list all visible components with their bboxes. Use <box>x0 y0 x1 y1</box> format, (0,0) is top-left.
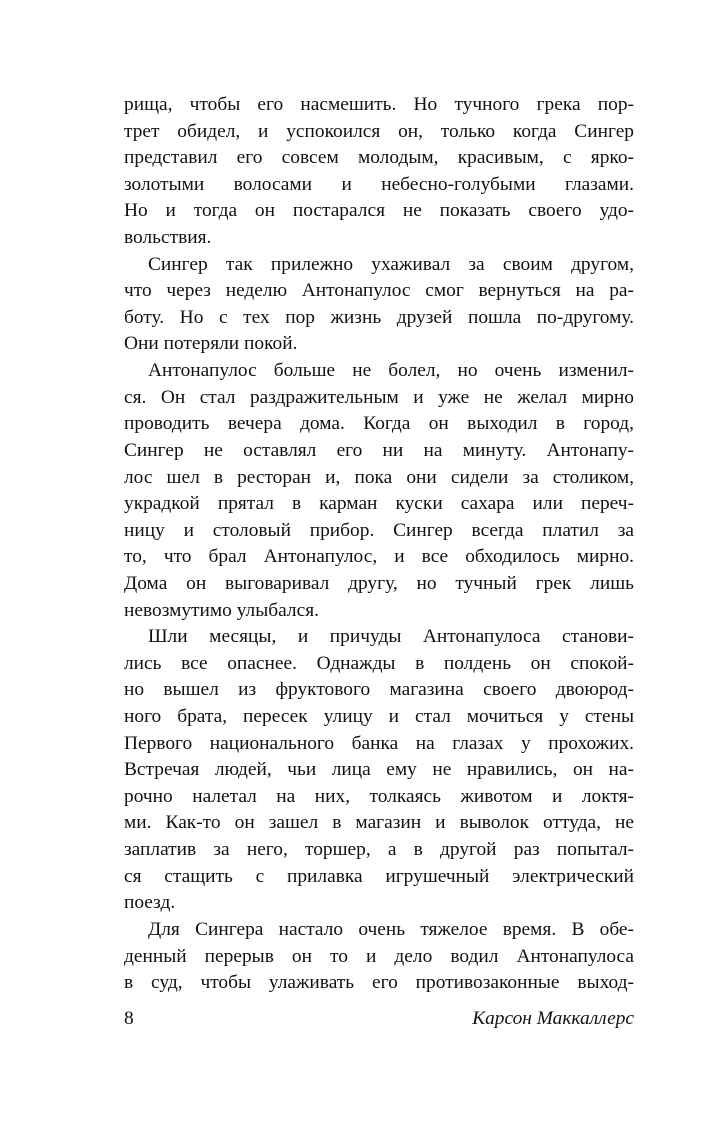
text-line: Сингер так прилежно ухаживал за своим другом, <box>148 253 634 275</box>
page-number: 8 <box>124 1008 134 1029</box>
text-line: поезд. <box>124 892 176 914</box>
text-line: Сингер не оставлял его ни на минуту. Антонапу- <box>124 439 634 461</box>
body-text <box>124 92 634 997</box>
text-line: золотыми волосами и небесно-голубыми глазами. <box>124 173 634 195</box>
text-line: рища, чтобы его насмешить. Но тучного грека пор- <box>124 94 634 115</box>
text-line: Они потеряли покой. <box>124 333 298 355</box>
text-line: рочно налетал на них, толкаясь животом и локтя- <box>124 785 634 807</box>
text-line: невозмутимо улыбался. <box>124 599 319 621</box>
text-line: Антонапулос больше не болел, но очень изменил- <box>148 360 634 382</box>
text-line: но вышел из фруктового магазина своего двоюрод- <box>124 679 634 701</box>
text-line: Для Сингера настало очень тяжелое время. В обе- <box>148 918 634 940</box>
text-line: в суд, чтобы улаживать его противозаконные выход- <box>124 972 634 994</box>
text-line: то, что брал Антонапулос, и все обходилось мирно. <box>124 546 634 568</box>
text-line: Дома он выговаривал другу, но тучный грек лишь <box>124 572 634 594</box>
text-line: Первого национального банка на глазах у прохожих. <box>124 732 634 754</box>
text-line: украдкой прятал в карман куски сахара или переч- <box>124 493 634 515</box>
text-line: ся. Он стал раздражительным и уже не желал мирно <box>124 386 634 408</box>
text-line: Встречая людей, чьи лица ему не нравились, он на- <box>124 759 634 781</box>
text-line: трет обидел, и успокоился он, только когда Сингер <box>124 120 634 142</box>
text-line: что через неделю Антонапулос смог вернуться на ра- <box>124 280 634 302</box>
text-line: ми. Как-то он зашел в магазин и выволок оттуда, не <box>124 812 634 834</box>
text-line: проводить вечера дома. Когда он выходил в город, <box>124 413 634 435</box>
text-line: ницу и столовый прибор. Сингер всегда платил за <box>124 519 634 541</box>
text-line: представил его совсем молодым, красивым, с ярко- <box>124 147 634 169</box>
running-title: Карсон Маккаллерс <box>472 1008 634 1029</box>
text-line: вольствия. <box>124 227 212 249</box>
text-line: денный перерыв он то и дело водил Антонапулоса <box>124 945 634 967</box>
text-line: заплатив за него, торшер, а в другой раз попытал- <box>124 839 634 861</box>
text-line: боту. Но с тех пор жизнь друзей пошла по-другому. <box>124 306 634 328</box>
text-line: Но и тогда он постарался не показать своего удо- <box>124 200 634 222</box>
text-line: лос шел в ресторан и, пока они сидели за столиком, <box>124 466 634 488</box>
text-line: Шли месяцы, и причуды Антонапулоса станови- <box>148 626 634 648</box>
text-line: ного брата, пересек улицу и стал мочиться у стены <box>124 706 634 728</box>
text-line: лись все опаснее. Однажды в полдень он спокой- <box>124 652 634 674</box>
page-footer <box>124 1008 634 1036</box>
text-line: ся стащить с прилавка игрушечный электрический <box>124 865 634 887</box>
